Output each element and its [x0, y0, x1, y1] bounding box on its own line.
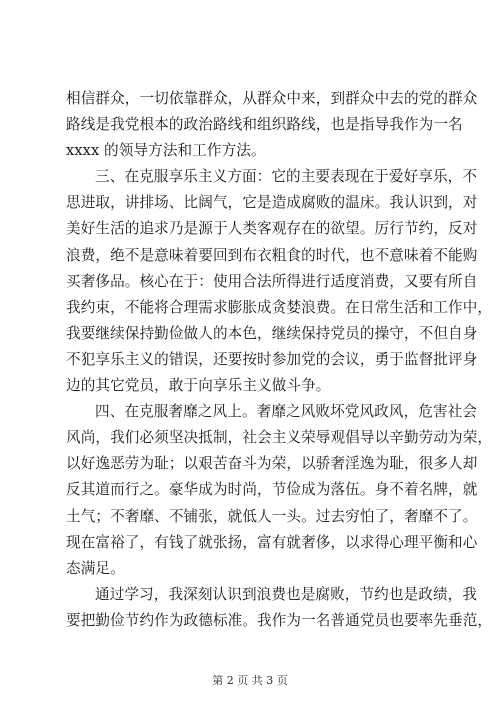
text-line: 相信群众，一切依靠群众，从群众中来，到群众中去的党的群众 — [66, 90, 478, 107]
document-body — [66, 86, 493, 634]
text-line: 反其道而行之。豪华成为时尚，节俭成为落伍。身不着名牌，就 — [66, 481, 478, 499]
text-line: 美好生活的追求乃是源于人类客观存在的欲望。厉行节约，反对 — [66, 220, 478, 238]
text-line: 浪费，绝不是意味着要回到布衣粗食的时代，也不意味着不能购 — [66, 246, 478, 264]
text-line: 土气；不奢靡、不铺张，就低人一头。过去穷怕了，奢靡不了。 — [66, 507, 478, 525]
text-line: 路线是我党根本的政治路线和组织路线，也是指导我作为一名 — [66, 116, 463, 134]
text-line: 以好逸恶劳为耻；以艰苦奋斗为荣，以骄奢淫逸为耻，很多人却 — [66, 455, 478, 473]
text-line: 思进取，讲排场、比阔气，它是造成腐败的温床。我认识到，对 — [66, 194, 478, 212]
text-line: 风尚，我们必须坚决抵制，社会主义荣辱观倡导以辛勤劳动为荣， — [66, 429, 493, 447]
text-line: 态满足。 — [66, 559, 125, 577]
paragraph-start-line: 四、在克服奢靡之风上。奢靡之风败坏党风政风，危害社会 — [95, 403, 478, 421]
text-line: 不犯享乐主义的错误，还要按时参加党的会议，勇于监督批评身 — [66, 350, 478, 368]
page-number-footer: 第 2 页 共 3 页 — [212, 674, 288, 687]
text-line: 要把勤俭节约作为政德标准。我作为一名普通党员也要率先垂范， — [66, 611, 493, 629]
text-line: 现在富裕了，有钱了就张扬，富有就奢侈，以求得心理平衡和心 — [66, 533, 478, 551]
text-line: 我要继续保持勤俭做人的本色，继续保持党员的操守，不但自身 — [66, 324, 478, 342]
text-line: 我约束，不能将合理需求膨胀成贪婪浪费。在日常生活和工作中， — [66, 298, 493, 316]
text-line: 买奢侈品。核心在于：使用合法所得进行适度消费，又要有所自 — [66, 272, 478, 290]
paragraph-start-line: 三、在克服享乐主义方面：它的主要表现在于爱好享乐，不 — [95, 168, 478, 186]
text-line: 边的其它党员，敢于向享乐主义做斗争。 — [66, 377, 331, 395]
paragraph-start-line: 通过学习，我深刻认识到浪费也是腐败，节约也是政绩，我 — [95, 585, 478, 603]
text-line: xxxx 的领导方法和工作方法。 — [66, 142, 266, 160]
